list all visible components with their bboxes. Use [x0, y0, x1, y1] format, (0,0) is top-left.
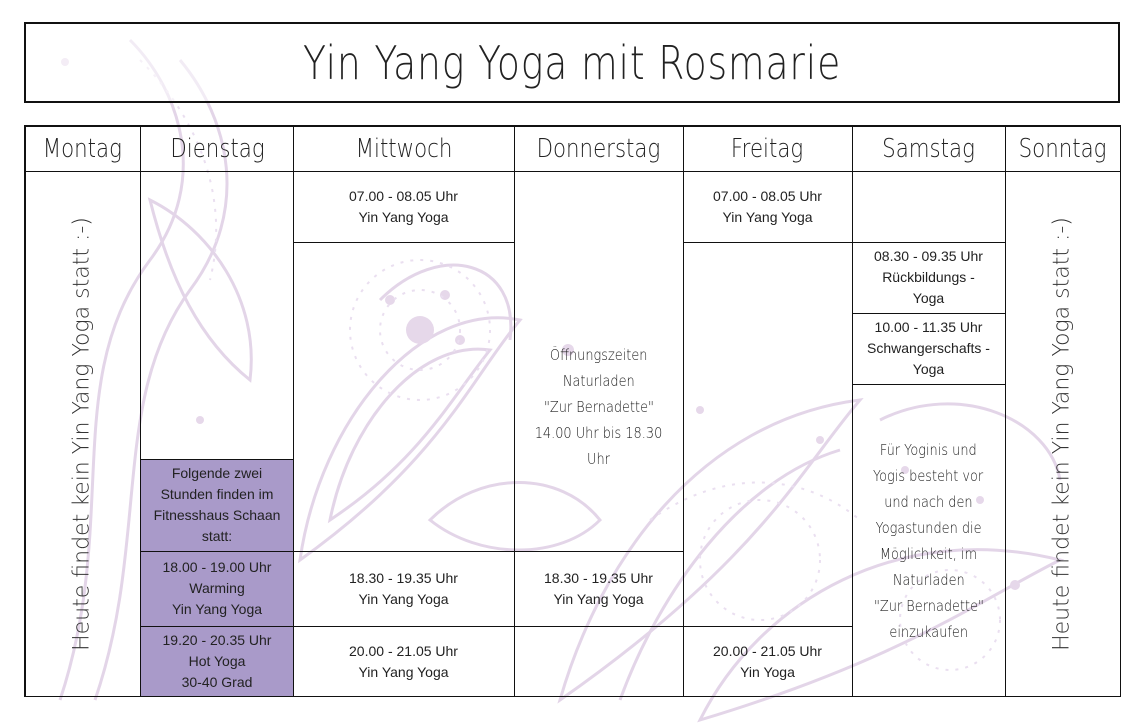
- class-time: 07.00 - 08.05 Uhr: [713, 188, 822, 204]
- mittwoch-class-evening-1: [293, 551, 514, 626]
- class-name: Yin Yang Yoga: [722, 209, 813, 225]
- day-label-samstag: Samstag: [882, 133, 975, 164]
- class-time: 10.00 - 11.35 Uhr: [874, 319, 983, 335]
- grid-line: [514, 125, 515, 697]
- page-title: Yin Yang Yoga mit Rosmarie: [302, 35, 842, 90]
- mittwoch-class-evening-2: [293, 626, 514, 697]
- grid-line: [293, 242, 514, 243]
- info-line: Folgende zwei: [171, 465, 263, 481]
- class-name: Hot Yoga: [188, 653, 246, 669]
- class-time: 18.00 - 19.00 Uhr: [162, 559, 272, 575]
- samstag-class-rueckbildung: [852, 242, 1005, 313]
- info-line: Fitnesshaus Schaan: [153, 507, 281, 523]
- montag-no-class-note: Heute findet kein Yin Yang Yoga statt :-): [69, 217, 95, 651]
- dienstag-class-hot-yoga: [141, 626, 293, 697]
- day-label-donnerstag: Donnerstag: [536, 133, 661, 164]
- grid-line: [683, 125, 684, 697]
- class-time: 18.30 - 19.35 Uhr: [349, 569, 458, 586]
- grid-line: [293, 626, 683, 627]
- info-line: Stunden finden im: [160, 486, 274, 502]
- info-line: "Zur Bernadette": [543, 397, 654, 416]
- grid-line: [140, 125, 141, 697]
- mittwoch-class-morning: [293, 172, 514, 242]
- schedule-title-box: [24, 22, 1120, 103]
- grid-line: [683, 242, 852, 243]
- day-label-montag: Montag: [42, 133, 123, 164]
- info-line: Yogis besteht vor: [873, 466, 984, 485]
- info-line: und nach den: [884, 492, 973, 511]
- day-label-freitag: Freitag: [731, 133, 804, 164]
- grid-line: [852, 242, 1005, 243]
- grid-line: [24, 171, 1121, 172]
- info-line: Für Yoginis und: [880, 440, 977, 459]
- info-line: Yogastunden die: [875, 518, 982, 537]
- class-name: Yoga: [912, 290, 945, 306]
- freitag-class-morning: [683, 172, 852, 242]
- grid-line: [141, 459, 293, 460]
- grid-line: [852, 313, 1005, 314]
- grid-line: [141, 551, 293, 552]
- samstag-class-schwangerschaft: [852, 313, 1005, 384]
- grid-line: [293, 551, 683, 552]
- samstag-shop-info: [852, 384, 1005, 697]
- header-sonntag: [1005, 126, 1120, 172]
- class-name: Yin Yoga: [740, 663, 795, 680]
- class-name: Yin Yang Yoga: [171, 601, 263, 617]
- class-time: 20.00 - 21.05 Uhr: [349, 642, 458, 659]
- class-name: Yoga: [912, 361, 945, 377]
- day-label-sonntag: Sonntag: [1018, 133, 1107, 164]
- sonntag-no-class-note: Heute findet kein Yin Yang Yoga statt :-): [1049, 217, 1075, 651]
- grid-line: [852, 384, 1005, 385]
- class-name: Rückbildungs -: [882, 269, 975, 285]
- class-name: Yin Yang Yoga: [358, 590, 449, 607]
- class-time: 20.00 - 21.05 Uhr: [713, 642, 822, 659]
- header-freitag: [683, 126, 852, 172]
- grid-line: [141, 626, 293, 627]
- donnerstag-shop-hours: [514, 172, 683, 551]
- grid-line: [24, 125, 26, 697]
- dienstag-class-warming: [141, 551, 293, 626]
- header-mittwoch: [293, 126, 514, 172]
- header-donnerstag: [514, 126, 683, 172]
- freitag-class-evening: [683, 626, 852, 697]
- class-time: 19.20 - 20.35 Uhr: [162, 632, 272, 648]
- grid-line: [24, 696, 1121, 697]
- class-name: Yin Yang Yoga: [358, 663, 449, 680]
- class-name: Yin Yang Yoga: [553, 590, 644, 607]
- class-name: Schwangerschafts -: [867, 340, 990, 356]
- info-line: Naturladen: [562, 371, 635, 390]
- class-detail: 30-40 Grad: [181, 674, 253, 690]
- grid-line: [683, 626, 852, 627]
- info-line: einzukaufen: [889, 622, 968, 641]
- day-label-dienstag: Dienstag: [169, 133, 265, 164]
- info-line: 14.00 Uhr bis 18.30 Uhr: [534, 423, 663, 468]
- donnerstag-class-evening: [514, 551, 683, 626]
- grid-line: [293, 125, 294, 697]
- header-montag: [24, 126, 141, 172]
- info-line: Öffnungszeiten: [549, 345, 648, 364]
- class-time: 07.00 - 08.05 Uhr: [349, 188, 458, 204]
- info-line: Möglichkeit, im: [879, 544, 978, 563]
- day-label-mittwoch: Mittwoch: [355, 133, 452, 164]
- class-time: 18.30 - 19.35 Uhr: [544, 569, 653, 586]
- class-time: 08.30 - 09.35 Uhr: [874, 248, 983, 264]
- class-name: Yin Yang Yoga: [358, 209, 449, 225]
- grid-line: [1120, 125, 1121, 697]
- grid-line: [852, 125, 853, 697]
- grid-line: [1005, 125, 1006, 697]
- header-dienstag: [141, 126, 293, 172]
- info-line: statt:: [201, 528, 233, 544]
- dienstag-location-info: [141, 459, 293, 551]
- info-line: "Zur Bernadette": [873, 596, 984, 615]
- grid-line: [24, 125, 1121, 127]
- header-samstag: [852, 126, 1005, 172]
- info-line: Naturladen: [892, 570, 965, 589]
- class-name: Warming: [189, 580, 245, 596]
